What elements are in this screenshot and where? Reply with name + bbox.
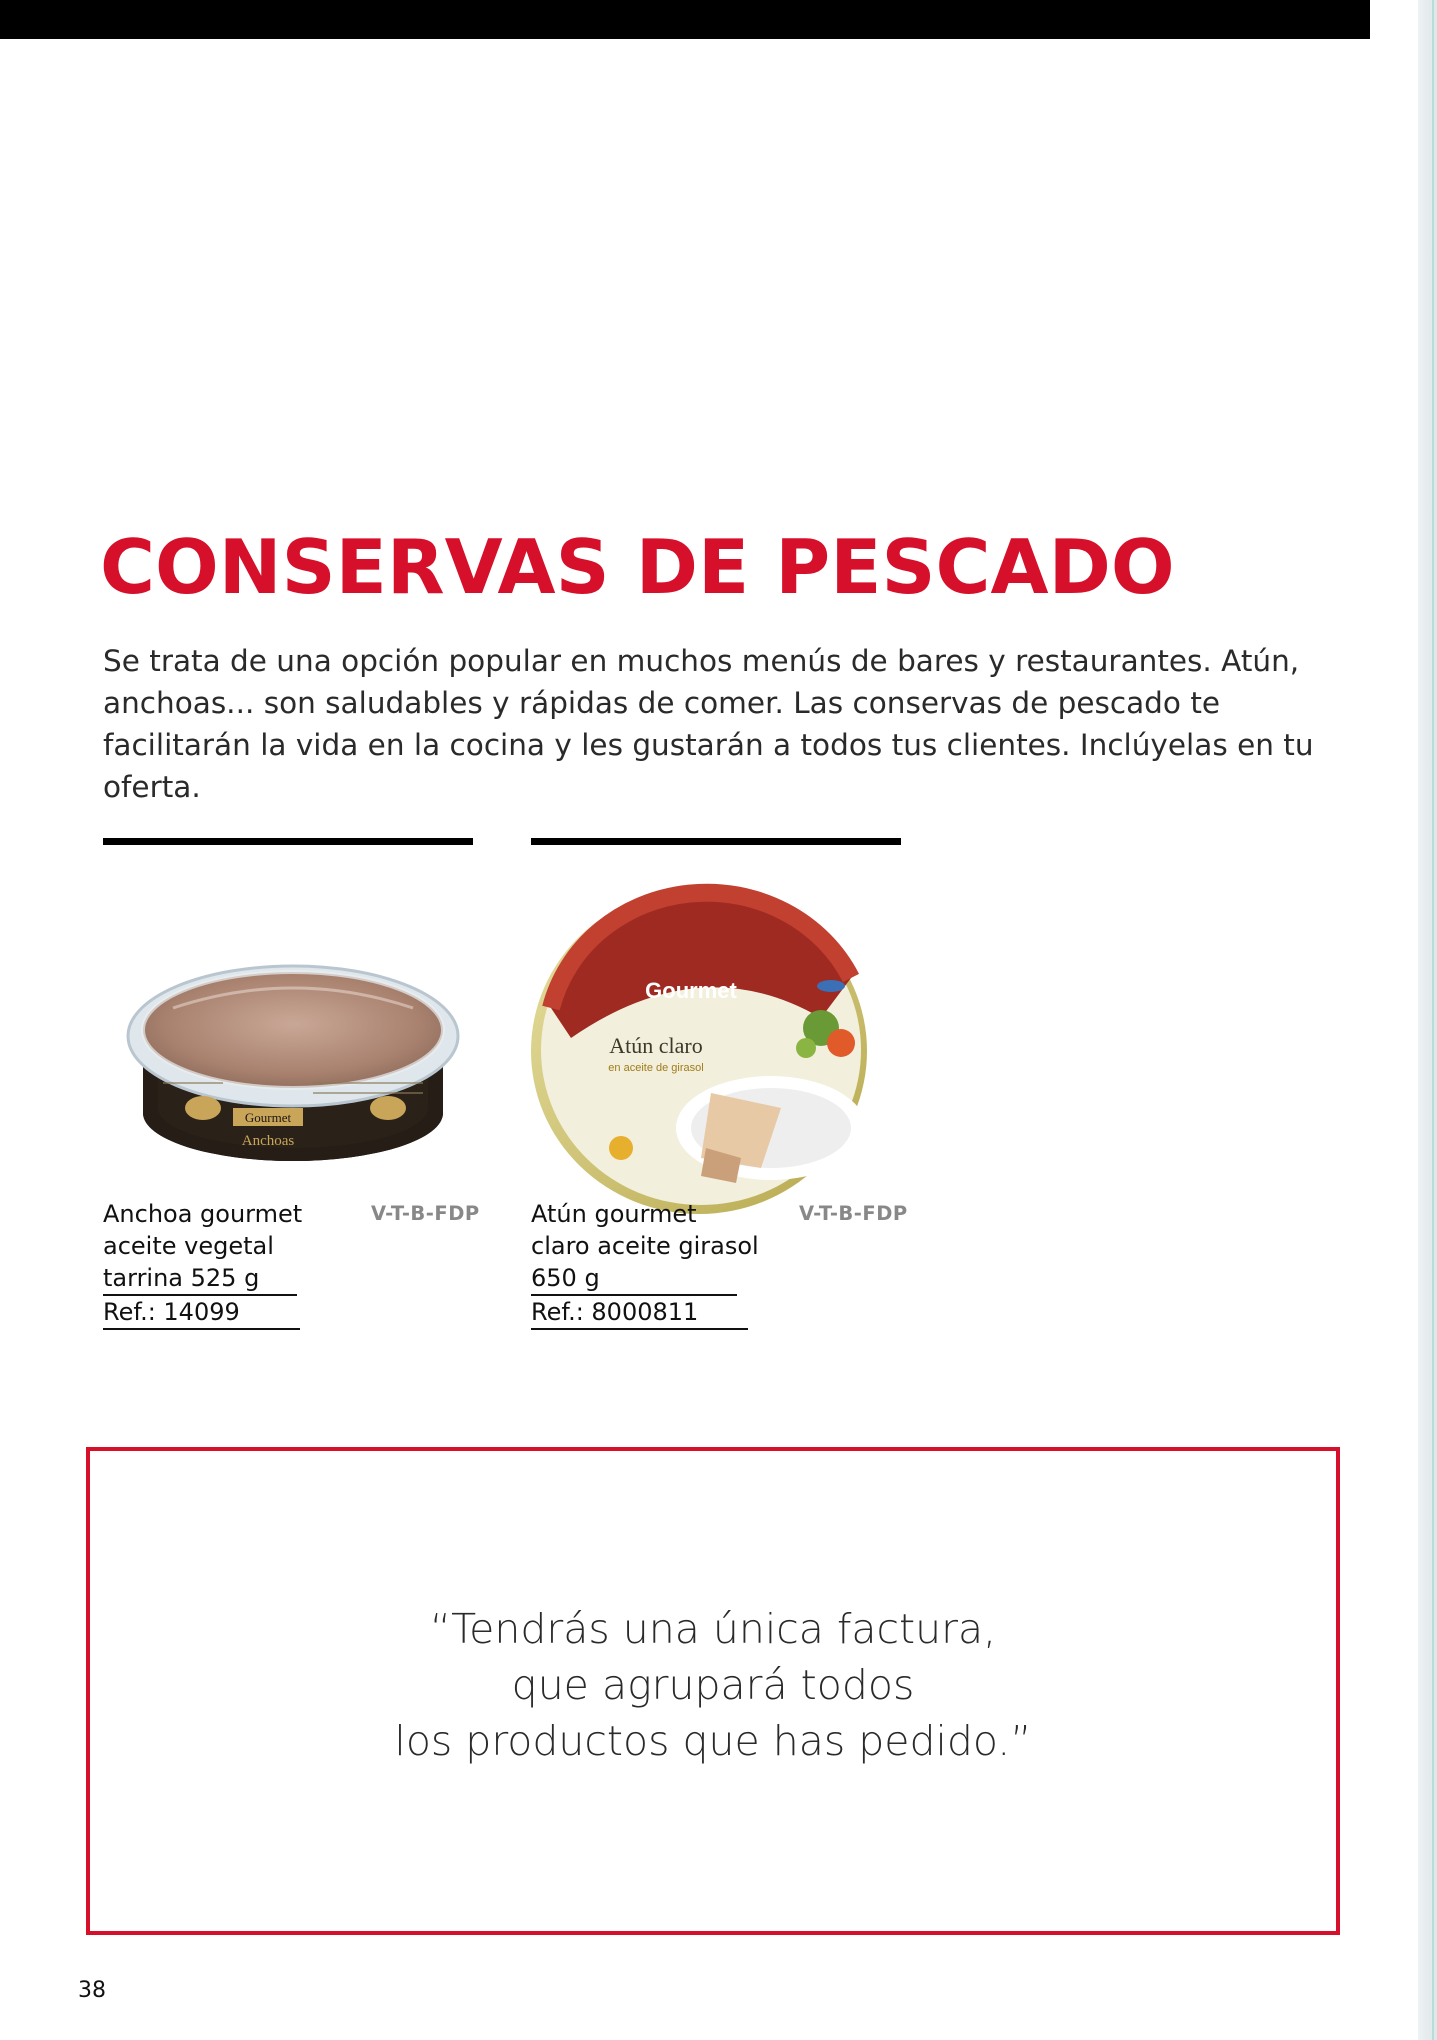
product-name-line: tarrina 525 g (103, 1262, 297, 1296)
product-name-line: Atún gourmet (531, 1200, 697, 1228)
section-intro: Se trata de una opción popular en muchos menús de bares y restaurantes. Atún, anchoas... son saludables y rápidas de comer. Las conservas de pescado te facilitarán la vida en la cocina y les gustarán a todos tus clientes. Inclúyelas en tu oferta. (103, 644, 1314, 804)
anchoa-product-text: Anchoas (241, 1133, 295, 1149)
quote-text (90, 1601, 1336, 1769)
atun-brand-text: Gourmet (645, 978, 737, 1003)
product-top-rule (103, 838, 473, 845)
product-ref: Ref.: 8000811 (531, 1296, 748, 1330)
product-name-line: 650 g (531, 1262, 737, 1296)
product-name (103, 1198, 343, 1330)
product-top-rule (531, 838, 901, 845)
page-edge (1418, 0, 1437, 2040)
product-name-line: aceite vegetal (103, 1232, 274, 1260)
quote-line: que agrupará todos (511, 1661, 915, 1709)
atun-product-text: Atún claro (609, 1033, 703, 1058)
page-edge-line (1432, 0, 1434, 2040)
product-card-anchoa[interactable] (103, 838, 488, 1338)
product-ref: Ref.: 14099 (103, 1296, 300, 1330)
quote-box (86, 1447, 1340, 1935)
atun-can-image (531, 868, 901, 1228)
anchoa-brand-text: Gourmet (244, 1110, 292, 1125)
anchoa-tub-image (103, 868, 473, 1228)
product-name (531, 1198, 771, 1330)
product-channels: V-T-B-FDP (371, 1202, 480, 1225)
top-black-bar (0, 0, 1370, 39)
product-name-line: claro aceite girasol (531, 1232, 759, 1260)
quote-line: “Tendrás una única factura, (429, 1605, 997, 1653)
product-name-line: Anchoa gourmet (103, 1200, 303, 1228)
product-channels: V-T-B-FDP (799, 1202, 908, 1225)
product-card-atun[interactable] (531, 838, 916, 1338)
quote-line: los productos que has pedido.” (394, 1717, 1032, 1765)
page-number: 38 (78, 1978, 106, 2003)
atun-product-subtext: en aceite de girasol (608, 1062, 704, 1074)
section-title: CONSERVAS DE PESCADO (100, 523, 1175, 611)
